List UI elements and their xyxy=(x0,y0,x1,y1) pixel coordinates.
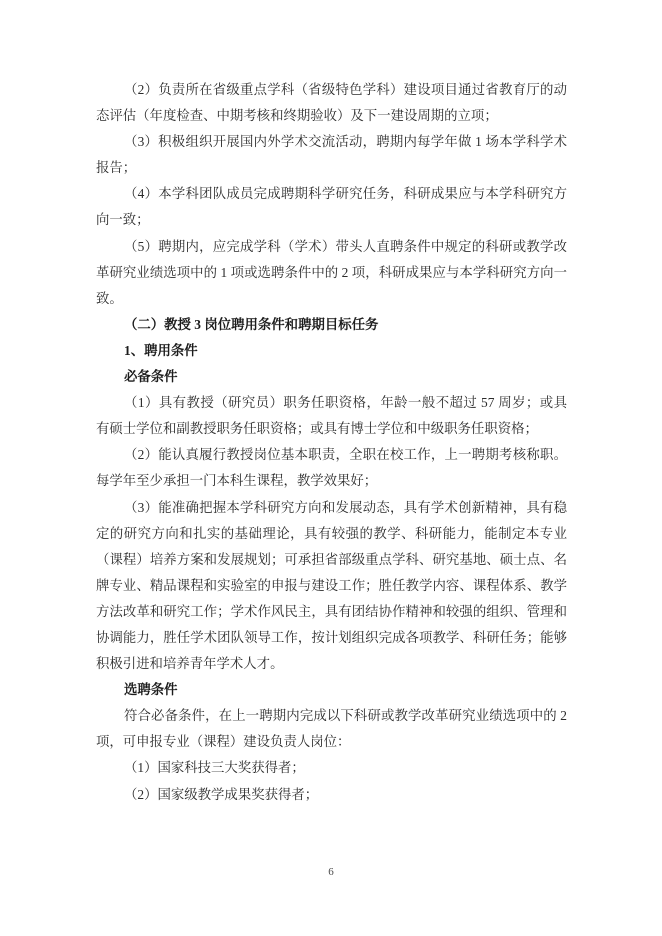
text-line: （1）国家科技三大奖获得者； xyxy=(124,760,305,776)
text-line: 态评估（年度检查、中期考核和终期验收）及下一建设周期的立项； xyxy=(96,108,498,124)
document-body xyxy=(96,77,567,808)
text-line: （课程）培养方案和发展规划；可承担省部级重点学科、研究基地、硕士点、名 xyxy=(96,551,567,567)
text-line: 牌专业、精品课程和实验室的申报与建设工作；胜任教学内容、课程体系、教学 xyxy=(96,577,567,593)
text-line: 报告； xyxy=(96,160,137,176)
text-line: （3）积极组织开展国内外学术交流活动，聘期内每学年做 1 场本学科学术 xyxy=(124,134,567,150)
text-line: 方法改革和研究工作；学术作风民主，具有团结协作精神和较强的组织、管理和 xyxy=(96,603,567,619)
text-line: 向一致； xyxy=(96,212,150,228)
text-line: （1）具有教授（研究员）职务任职资格，年龄一般不超过 57 周岁；或具 xyxy=(124,395,567,411)
section-heading: （二）教授 3 岗位聘用条件和聘期目标任务 xyxy=(124,316,379,332)
page-number: 6 xyxy=(328,866,334,878)
text-line: 有硕士学位和副教授职务任职资格；或具有博士学位和中级职务任职资格； xyxy=(96,421,538,437)
text-line: 每学年至少承担一门本科生课程，教学效果好； xyxy=(96,473,378,489)
text-line: （4）本学科团队成员完成聘期科学研究任务，科研成果应与本学科研究方 xyxy=(124,186,567,202)
text-line: （2）国家级教学成果奖获得者； xyxy=(124,786,319,802)
section-heading: 1、聘用条件 xyxy=(124,342,198,358)
text-line: 积极引进和培养青年学术人才。 xyxy=(96,656,284,672)
text-line: （3）能准确把握本学科研究方向和发展动态，具有学术创新精神，具有稳 xyxy=(124,499,567,515)
text-line: 协调能力，胜任学术团队领导工作，按计划组织完成各项教学、科研任务；能够 xyxy=(96,629,567,645)
section-heading: 选聘条件 xyxy=(124,682,178,698)
text-line: 定的研究方向和扎实的基础理论，具有较强的教学、科研能力，能制定本专业 xyxy=(96,525,567,541)
section-heading: 必备条件 xyxy=(124,369,178,385)
text-line: 革研究业绩选项中的 1 项或选聘条件中的 2 项，科研成果应与本学科研究方向一 xyxy=(96,264,567,280)
text-line: （2）能认真履行教授岗位基本职责，全职在校工作，上一聘期考核称职。 xyxy=(124,447,567,463)
text-line: 致。 xyxy=(96,290,123,306)
text-line: 项，可申报专业（课程）建设负责人岗位： xyxy=(96,734,351,750)
text-line: （5）聘期内，应完成学科（学术）带头人直聘条件中规定的科研或教学改 xyxy=(124,238,567,254)
text-line: （2）负责所在省级重点学科（省级特色学科）建设项目通过省教育厅的动 xyxy=(124,82,567,97)
text-line: 符合必备条件，在上一聘期内完成以下科研或教学改革研究业绩选项中的 2 xyxy=(124,708,567,724)
